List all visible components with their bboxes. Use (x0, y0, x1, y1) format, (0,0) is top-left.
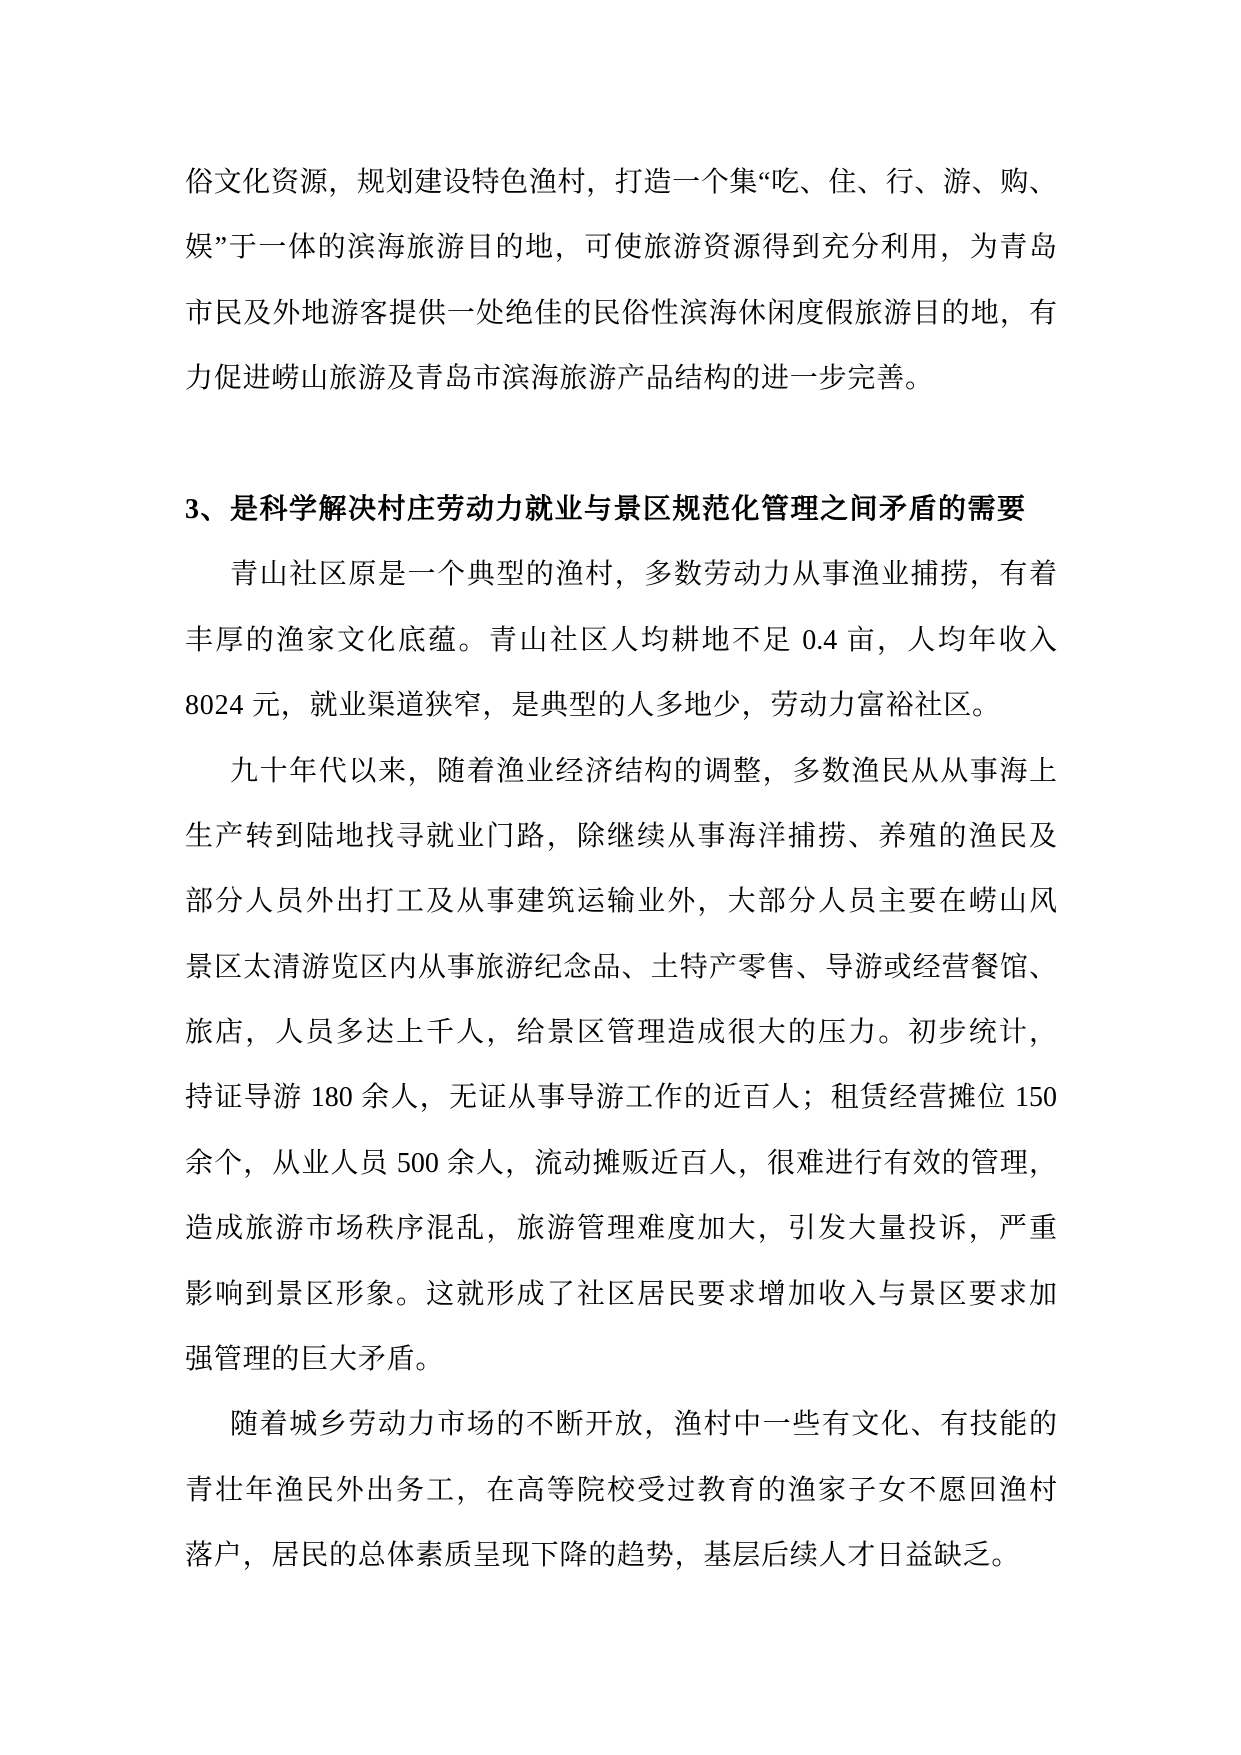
text-line: 丰厚的渔家文化底蕴。青山社区人均耕地不足 0.4 亩，人均年收入 (185, 624, 1057, 656)
section (185, 477, 1057, 1589)
text-line: 余个，从业人员 500 余人，流动摊贩近百人，很难进行有效的管理， (185, 1147, 1057, 1179)
text-line: 随着城乡劳动力市场的不断开放，渔村中一些有文化、有技能的 (230, 1409, 1057, 1441)
body-paragraph (185, 1392, 1057, 1588)
text-line: 力促进崂山旅游及青岛市滨海旅游产品结构的进一步完善。 (185, 363, 934, 395)
section-heading: 3、是科学解决村庄劳动力就业与景区规范化管理之间矛盾的需要 (185, 493, 1027, 525)
body-paragraph (185, 542, 1057, 738)
text-line: 强管理的巨大矛盾。 (185, 1344, 445, 1376)
text-line: 旅店，人员多达上千人，给景区管理造成很大的压力。初步统计， (185, 1017, 1057, 1049)
text-line: 落户，居民的总体素质呈现下降的趋势，基层后续人才日益缺乏。 (185, 1540, 1021, 1572)
text-line: 8024 元，就业渠道狭窄，是典型的人多地少，劳动力富裕社区。 (185, 690, 1001, 722)
text-line: 青壮年渔民外出务工，在高等院校受过教育的渔家子女不愿回渔村 (185, 1474, 1057, 1506)
text-line: 俗文化资源，规划建设特色渔村，打造一个集“吃、住、行、游、购、 (185, 167, 1057, 198)
text-line: 市民及外地游客提供一处绝佳的民俗性滨海休闲度假旅游目的地，有 (185, 297, 1057, 329)
document-body (185, 150, 1057, 1589)
body-paragraph (185, 739, 1057, 1393)
text-line: 影响到景区形象。这就形成了社区居民要求增加收入与景区要求加 (185, 1278, 1057, 1310)
body-paragraph (185, 150, 1057, 412)
text-line: 持证导游 180 余人，无证从事导游工作的近百人；租赁经营摊位 150 (185, 1082, 1057, 1114)
text-line: 生产转到陆地找寻就业门路，除继续从事海洋捕捞、养殖的渔民及 (185, 820, 1057, 852)
blank-line (185, 412, 1057, 477)
text-line: 青山社区原是一个典型的渔村，多数劳动力从事渔业捕捞，有着 (230, 559, 1057, 591)
text-line: 部分人员外出打工及从事建筑运输业外，大部分人员主要在崂山风 (185, 886, 1057, 918)
text-line: 造成旅游市场秩序混乱，旅游管理难度加大，引发大量投诉，严重 (185, 1213, 1057, 1245)
text-line: 景区太清游览区内从事旅游纪念品、土特产零售、导游或经营餐馆、 (185, 951, 1057, 983)
text-line: 九十年代以来，随着渔业经济结构的调整，多数渔民从从事海上 (230, 755, 1057, 787)
text-line: 娱”于一体的滨海旅游目的地，可使旅游资源得到充分利用，为青岛 (185, 232, 1057, 264)
